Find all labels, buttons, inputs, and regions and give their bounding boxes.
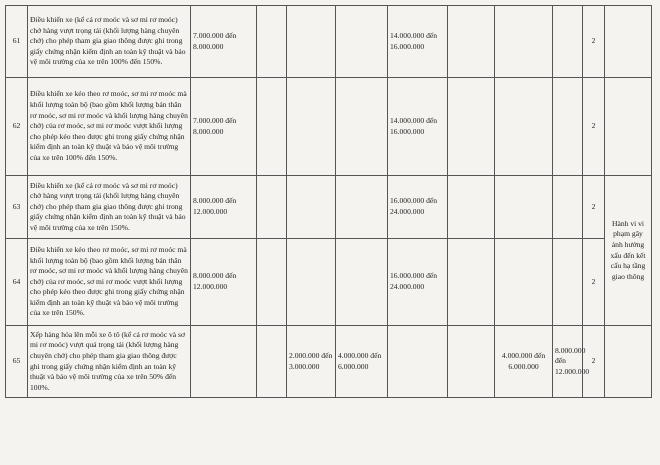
fine-cell: 8.000.000 đến 12.000.000 xyxy=(553,326,583,398)
fine-cell: 2.000.000 đến 3.000.000 xyxy=(287,326,336,398)
fine-cell xyxy=(495,176,553,239)
fine-cell xyxy=(388,326,448,398)
table-row xyxy=(6,176,652,239)
row-number: 65 xyxy=(6,326,28,398)
violation-description: Điều khiển xe (kể cả rơ moóc và sơ mi rơ moóc) chở hàng vượt trọng tải (khối lượng hàng chuyên chở) cho phép tham gia giao thông được ghi trong giấy chứng nhận kiểm định an toàn kỹ thuật và bảo vệ môi trường của xe trên 100% đến 150%. xyxy=(28,6,191,78)
empty-cell xyxy=(257,176,287,239)
fine-cell xyxy=(495,78,553,176)
deducted-points: 2 xyxy=(583,78,605,176)
empty-cell xyxy=(257,78,287,176)
empty-cell xyxy=(605,326,652,398)
empty-cell xyxy=(448,326,495,398)
violation-group-note: Hành vi vi phạm gây ảnh hưởng xấu đến kết cấu hạ tầng giao thông xyxy=(605,176,652,326)
fine-cell xyxy=(336,176,388,239)
row-number: 64 xyxy=(6,239,28,326)
fine-cell xyxy=(287,239,336,326)
deducted-points: 2 xyxy=(583,6,605,78)
fine-cell xyxy=(287,176,336,239)
fine-cell: 4.000.000 đến 6.000.000 xyxy=(495,326,553,398)
fine-cell xyxy=(191,326,257,398)
deducted-points: 2 xyxy=(583,176,605,239)
empty-cell xyxy=(448,176,495,239)
fine-cell xyxy=(553,176,583,239)
fine-cell: 14.000.000 đến 16.000.000 xyxy=(388,6,448,78)
empty-cell xyxy=(257,326,287,398)
page-bottom-margin xyxy=(0,400,660,465)
row-number: 61 xyxy=(6,6,28,78)
fine-cell: 7.000.000 đến 8.000.000 xyxy=(191,78,257,176)
fine-cell: 8.000.000 đến 12.000.000 xyxy=(191,176,257,239)
violation-description: Điều khiển xe (kể cả rơ moóc và sơ mi rơ moóc) chở hàng vượt trọng tải (khối lượng hàng chuyên chở) cho phép tham gia giao thông được ghi trong giấy chứng nhận kiểm định an toàn kỹ thuật và bảo vệ môi trường của xe trên 150%. xyxy=(28,176,191,239)
empty-cell xyxy=(605,6,652,78)
fine-cell xyxy=(495,239,553,326)
row-number: 63 xyxy=(6,176,28,239)
fine-cell: 4.000.000 đến 6.000.000 xyxy=(336,326,388,398)
fine-cell xyxy=(495,6,553,78)
empty-cell xyxy=(448,6,495,78)
empty-cell xyxy=(448,239,495,326)
fine-cell xyxy=(336,6,388,78)
violation-description: Điều khiển xe kéo theo rơ moóc, sơ mi rơ moóc mà khối lượng toàn bộ (bao gồm khối lượng bản thân rơ moóc, sơ mi rơ moóc và khối lượng hàng chuyên chở) của rơ moóc, sơ mi rơ moóc vượt khối lượng cho phép kéo theo được ghi trong giấy chứng nhận kiểm định an toàn kỹ thuật và bảo vệ môi trường của xe trên 150%. xyxy=(28,239,191,326)
table-row xyxy=(6,6,652,78)
empty-cell xyxy=(605,78,652,176)
table-row xyxy=(6,326,652,398)
fine-cell xyxy=(336,78,388,176)
fine-cell xyxy=(553,78,583,176)
fine-cell xyxy=(287,78,336,176)
empty-cell xyxy=(257,6,287,78)
violation-description: Xếp hàng hóa lên mỗi xe ô tô (kể cả rơ moóc và sơ mi rơ moóc) vượt quá trọng tải (khối lượng hàng chuyên chở) cho phép tham gia giao thông được ghi trong giấy chứng nhận kiểm định an toàn kỹ thuật và bảo vệ môi trường của xe trên 50% đến 100%. xyxy=(28,326,191,398)
fine-cell: 16.000.000 đến 24.000.000 xyxy=(388,239,448,326)
fine-cell xyxy=(336,239,388,326)
deducted-points: 2 xyxy=(583,239,605,326)
table-row xyxy=(6,78,652,176)
fine-cell: 7.000.000 đến 8.000.000 xyxy=(191,6,257,78)
fine-cell xyxy=(287,6,336,78)
empty-cell xyxy=(448,78,495,176)
violation-description: Điều khiển xe kéo theo rơ moóc, sơ mi rơ moóc mà khối lượng toàn bộ (bao gồm khối lượng bản thân rơ moóc, sơ mi rơ moóc và khối lượng hàng chuyên chở) của rơ moóc, sơ mi rơ moóc vượt khối lượng cho phép kéo theo được ghi trong giấy chứng nhận kiểm định an toàn kỹ thuật và bảo vệ môi trường của xe trên 100% đến 150%. xyxy=(28,78,191,176)
fine-cell: 8.000.000 đến 12.000.000 xyxy=(191,239,257,326)
fine-cell: 14.000.000 đến 16.000.000 xyxy=(388,78,448,176)
penalty-table xyxy=(5,5,652,398)
row-number: 62 xyxy=(6,78,28,176)
deducted-points: 2 xyxy=(583,326,605,398)
fine-cell: 16.000.000 đến 24.000.000 xyxy=(388,176,448,239)
empty-cell xyxy=(257,239,287,326)
fine-cell xyxy=(553,6,583,78)
fine-cell xyxy=(553,239,583,326)
table-row xyxy=(6,239,652,326)
